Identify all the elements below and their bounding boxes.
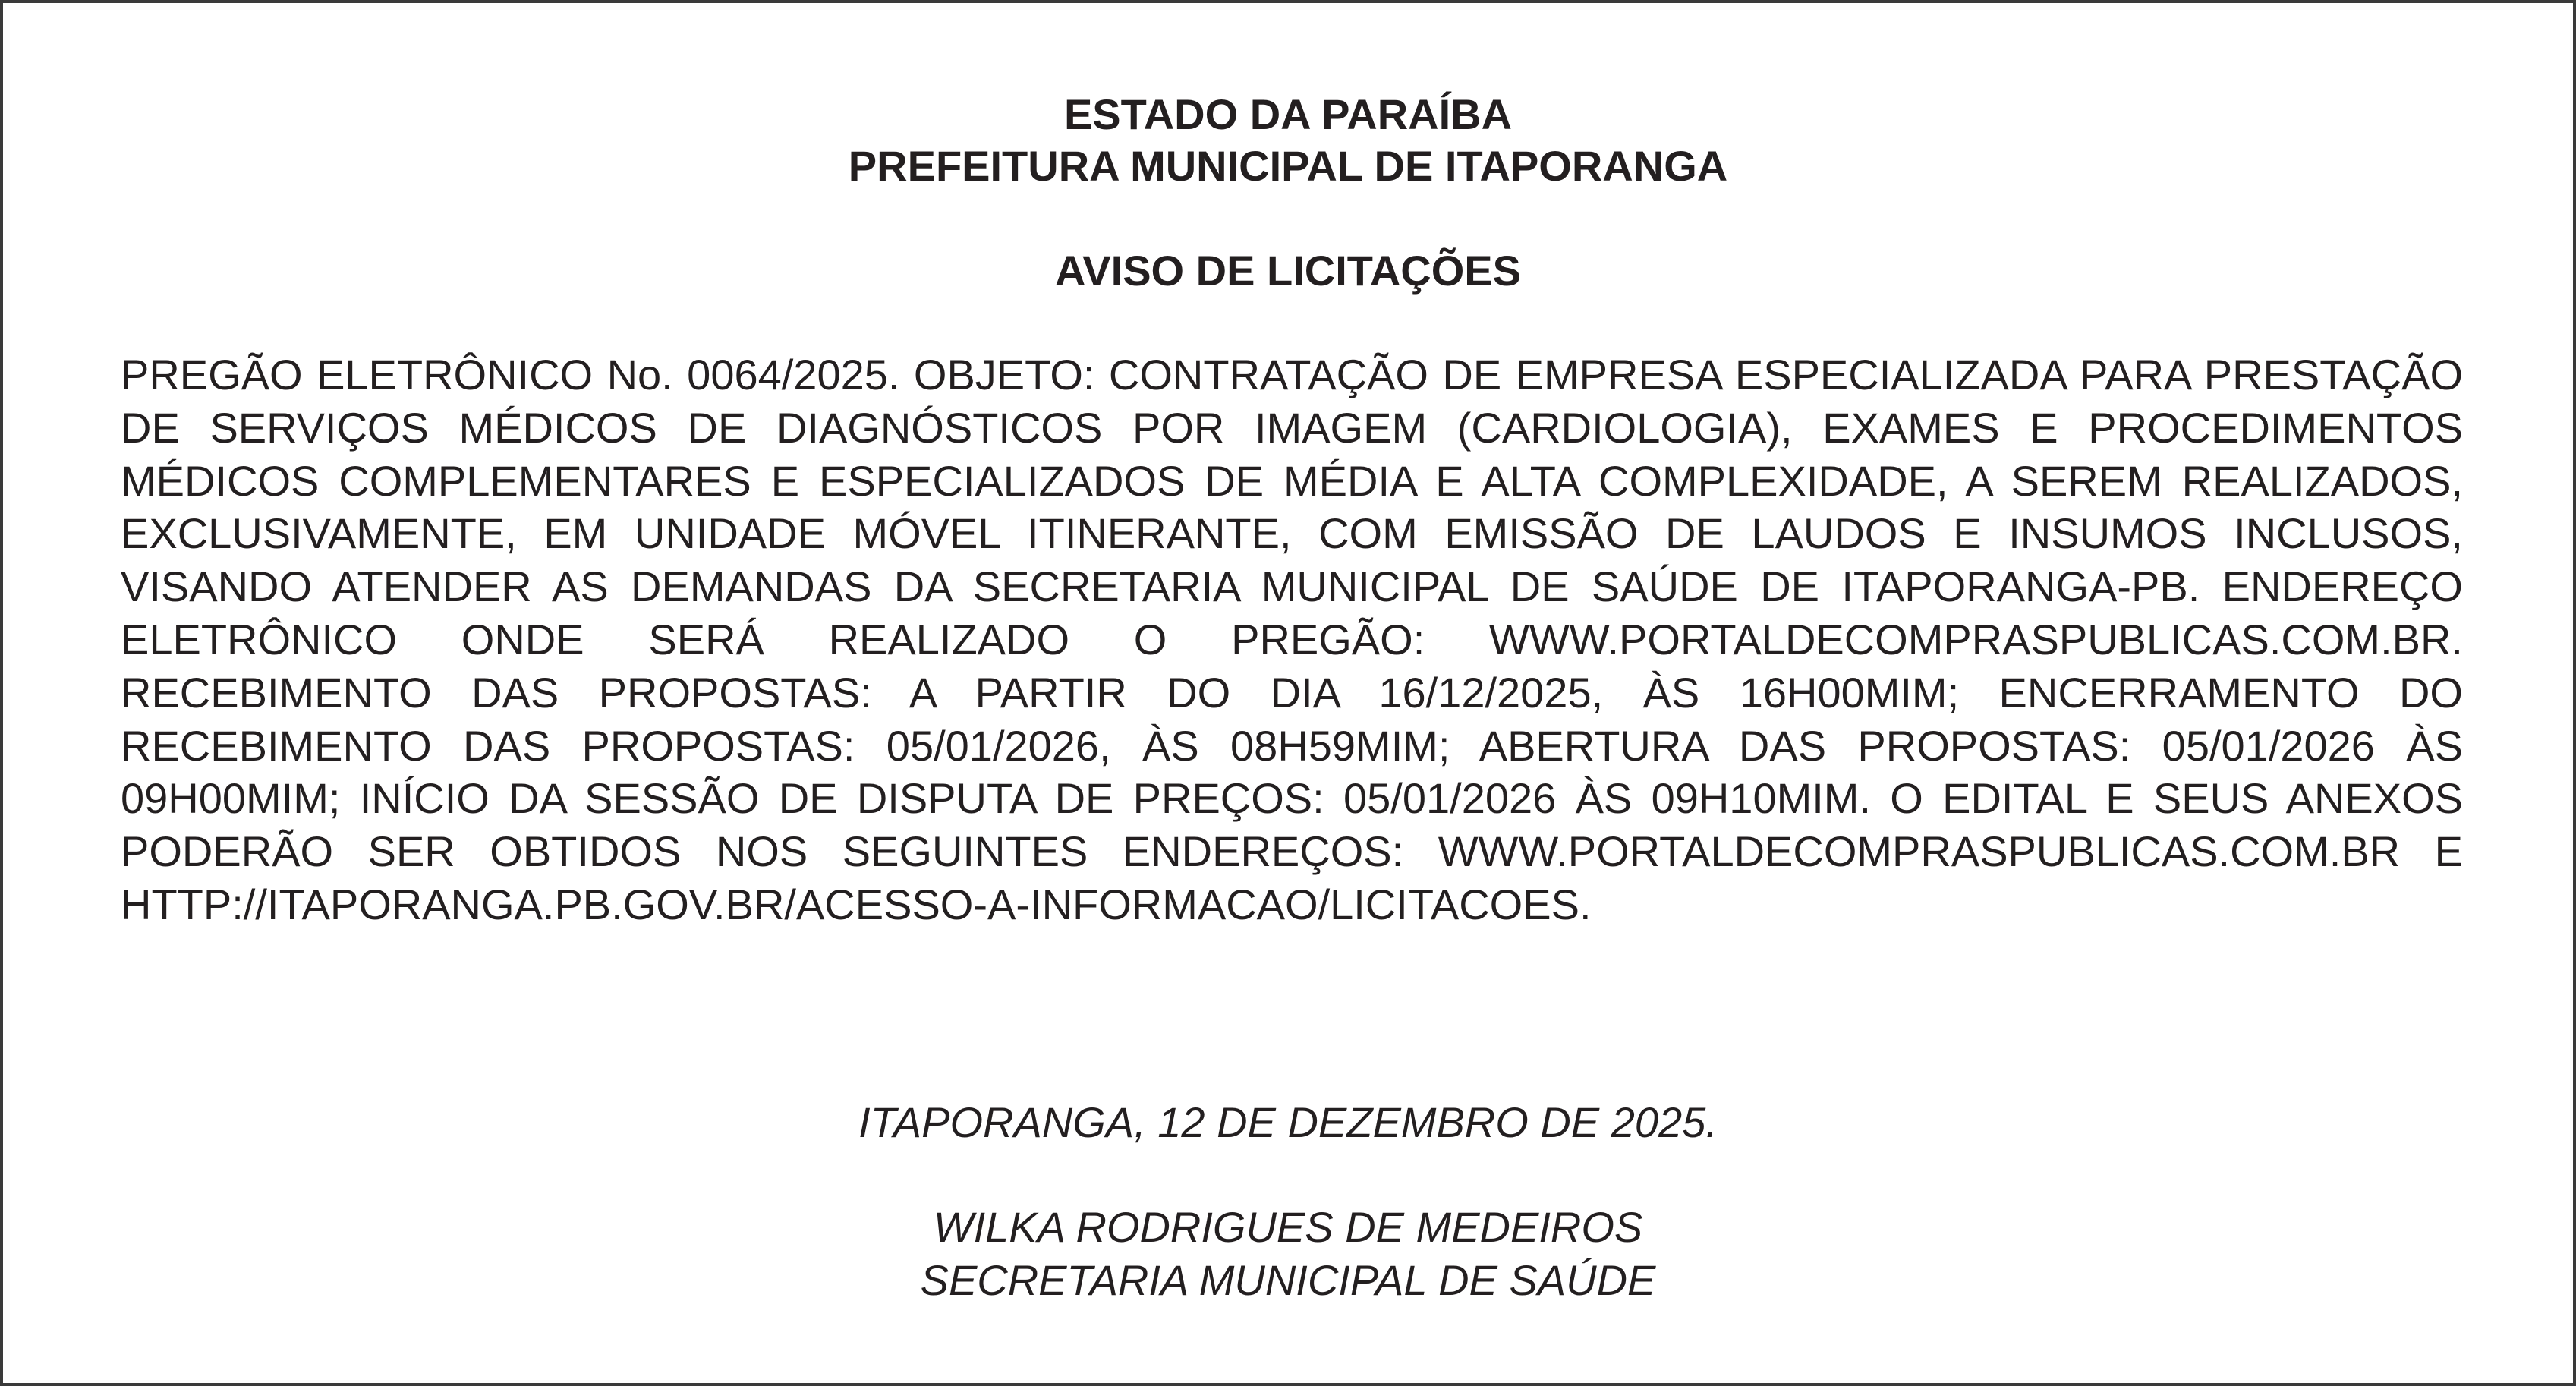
- signer-role: SECRETARIA MUNICIPAL DE SAÚDE: [920, 1256, 1656, 1304]
- place-date: ITAPORANGA, 12 DE DEZEMBRO DE 2025.: [858, 1098, 1718, 1146]
- prefecture-heading: PREFEITURA MUNICIPAL DE ITAPORANGA: [848, 142, 1728, 190]
- signer-name: WILKA RODRIGUES DE MEDEIROS: [933, 1203, 1643, 1251]
- notice-title: AVISO DE LICITAÇÕES: [1055, 247, 1521, 295]
- notice-body: PREGÃO ELETRÔNICO No. 0064/2025. OBJETO: CONTRATAÇÃO DE EMPRESA ESPECIALIZADA PARA PRESTAÇÃO DE SERVIÇOS MÉDICOS DE DIAGNÓSTICOS POR IMAGEM (CARDIOLOGIA), EXAMES E PROCEDIMENTOS MÉDICOS COMPLEMENTARES E ESPECIALIZADOS DE MÉDIA E ALTA COMPLEXIDADE, A SEREM REALIZADOS, EXCLUSIVAMENTE, EM UNIDADE MÓVEL ITINERANTE, COM EMISSÃO DE LAUDOS E INSUMOS INCLUSOS, VISANDO ATENDER AS DEMANDAS DA SECRETARIA MUNICIPAL DE SAÚDE DE ITAPORANGA-PB. ENDEREÇO ELETRÔNICO ONDE SERÁ REALIZADO O PREGÃO: WWW.PORTALDECOMPRASPUBLICAS.COM.BR. RECEBIMENTO DAS PROPOSTAS: A PARTIR DO DIA 16/12/2025, ÀS 16H00MIM; ENCERRAMENTO DO RECEBIMENTO DAS PROPOSTAS: 05/01/2026, ÀS 08H59MIM; ABERTURA DAS PROPOSTAS: 05/01/2026 ÀS 09H00MIM; INÍCIO DA SESSÃO DE DISPUTA DE PREÇOS: 05/01/2026 ÀS 09H10MIM. O EDITAL E SEUS ANEXOS PODERÃO SER OBTIDOS NOS SEGUINTES ENDEREÇOS: WWW.PORTALDECOMPRASPUBLICAS.COM.BR E HTTP://ITAPORANGA.PB.GOV.BR/ACESSO-A-INFORMACAO/LICITACOES.: [121, 351, 2463, 928]
- state-heading: ESTADO DA PARAÍBA: [1063, 90, 1513, 138]
